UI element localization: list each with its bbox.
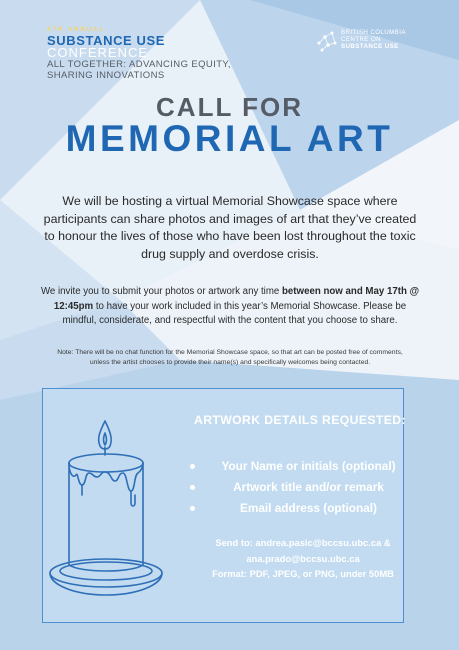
- invitation-paragraph: [40, 285, 420, 329]
- bullet-icon: [190, 485, 195, 490]
- list-item: [190, 477, 415, 498]
- list-item-label: Your Name or initials (optional): [221, 459, 396, 473]
- org-name-line-2: CENTRE ON: [341, 36, 382, 43]
- invitation-text-end: to have your work included in this year’s Memorial Showcase. Please be mindful, considerate, and respectful with the content that you choose to share.: [62, 300, 407, 327]
- format-line: Format: PDF, JPEG, or PNG, under 50MB: [212, 568, 394, 579]
- list-item: [190, 498, 415, 519]
- send-info: [188, 535, 418, 582]
- conference-tagline-1: ALL TOGETHER: ADVANCING EQUITY,: [47, 59, 231, 70]
- conference-title: SUBSTANCE USE: [47, 33, 166, 48]
- org-name-line-3: SUBSTANCE USE: [341, 43, 399, 50]
- bullet-icon: [190, 464, 195, 469]
- heading-memorial-art: MEMORIAL ART: [65, 118, 394, 159]
- details-title: ARTWORK DETAILS REQUESTED:: [194, 413, 406, 427]
- conference-edition: 4TH ANNUAL: [47, 27, 106, 33]
- list-item: [190, 456, 415, 477]
- candle-icon: [45, 415, 170, 605]
- send-line-2: ana.prado@bccsu.ubc.ca: [246, 552, 360, 564]
- conference-subtitle: CONFERENCE: [47, 45, 149, 60]
- deadline-text: between now and May 17th @ 12:45pm: [53, 286, 420, 312]
- list-item-label: Artwork title and/or remark: [233, 480, 384, 494]
- send-line-1: Send to: andrea.pasic@bccsu.ubc.ca &: [215, 537, 391, 548]
- invitation-text-start: We invite you to submit your photos or artwork any time: [40, 286, 282, 297]
- org-name-line-1: BRITISH COLUMBIA: [341, 29, 406, 36]
- org-logo: [316, 29, 406, 53]
- constellation-icon: [316, 29, 338, 53]
- intro-paragraph: We will be hosting a virtual Memorial Showcase space where participants can share photos and images of art that they’ve created to honour the lives of those who have been lost throughout the toxic drug supply and overdose crisis.: [43, 194, 417, 261]
- note-text: Note: There will be no chat function for the Memorial Showcase space, so that art can be posted free of comments, unless the artist chooses to provide their name(s) and specifically welcomes being contacted.: [57, 349, 403, 366]
- conference-tagline-2: SHARING INNOVATIONS: [47, 70, 165, 81]
- heading-call-for: CALL FOR: [156, 92, 303, 122]
- list-item-label: Email address (optional): [239, 501, 377, 515]
- details-list: [190, 456, 415, 519]
- bullet-icon: [190, 506, 195, 511]
- conference-logo: [47, 27, 231, 81]
